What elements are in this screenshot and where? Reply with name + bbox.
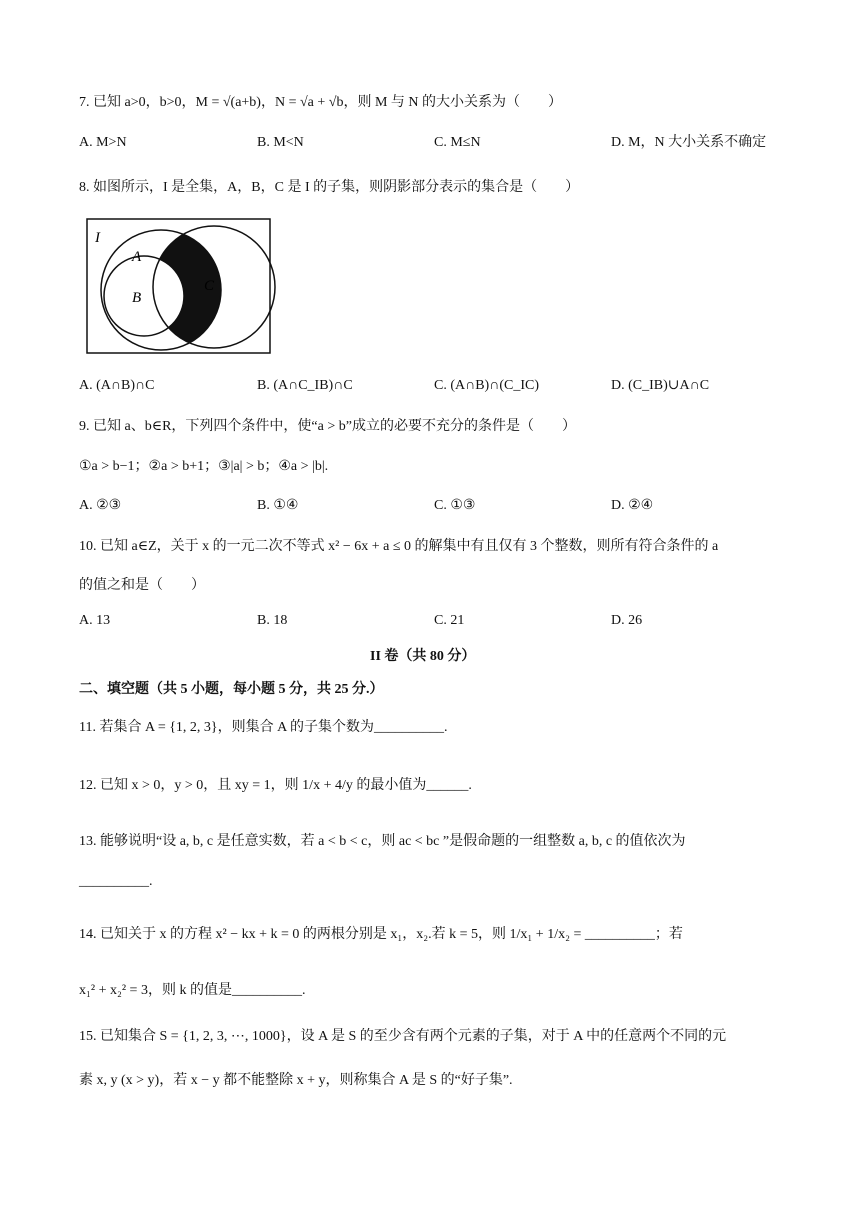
q9-stem: 9. 已知 a、b∈R，下列四个条件中，使“a > b”成立的必要不充分的条件是（ ）	[79, 419, 576, 434]
fill-in-section-title: 二、填空题（共 5 小题，每小题 5 分，共 25 分.）	[79, 682, 384, 697]
q9-option-c: C. ①③	[434, 498, 476, 513]
q10-option-a: A. 13	[79, 613, 111, 628]
set-b-circle	[104, 256, 184, 336]
q8-option-b: B. (A∩C_IB)∩C	[257, 378, 353, 393]
label-c: C	[204, 278, 215, 294]
q10-option-b: B. 18	[257, 613, 288, 628]
q14-line2: x₁² + x₂² = 3，则 k 的值是__________.	[79, 983, 306, 998]
section-ii-title: II 卷（共 80 分）	[370, 649, 476, 664]
label-b: B	[132, 290, 142, 306]
q12: 12. 已知 x > 0，y > 0，且 xy = 1，则 1/x + 4/y 的最小值为______.	[79, 778, 472, 793]
q13-line1: 13. 能够说明“设 a, b, c 是任意实数，若 a < b < c，则 ac < bc ”是假命题的一组整数 a, b, c 的值依次为	[79, 834, 686, 849]
q9-option-b: B. ①④	[257, 498, 299, 513]
q10-stem-line2: 的值之和是（ ）	[79, 578, 205, 593]
q9-conditions: ①a > b−1；②a > b+1；③|a| > b；④a > |b|.	[79, 459, 329, 474]
q9-option-d: D. ②④	[611, 498, 654, 513]
q10-stem-line1: 10. 已知 a∈Z，关于 x 的一元二次不等式 x² − 6x + a ≤ 0 的解集中有且仅有 3 个整数，则所有符合条件的 a	[79, 539, 719, 554]
q7-option-d: D. M，N 大小关系不确定	[611, 135, 767, 150]
q14-line1: 14. 已知关于 x 的方程 x² − kx + k = 0 的两根分别是 x₁，x₂.若 k = 5，则 1/x₁ + 1/x₂ = __________；若	[79, 927, 683, 942]
venn-diagram	[86, 218, 276, 356]
q7-stem: 7. 已知 a>0，b>0，M = √(a+b)，N = √a + √b，则 M 与 N 的大小关系为（ ）	[79, 95, 563, 110]
q8-option-c: C. (A∩B)∩(C_IC)	[434, 378, 539, 393]
q7-option-c: C. M≤N	[434, 135, 481, 150]
label-i: I	[95, 230, 100, 246]
q13-line2: __________.	[79, 874, 153, 889]
q7-option-a: A. M>N	[79, 135, 127, 150]
q15-line1: 15. 已知集合 S = {1, 2, 3, ⋯, 1000}，设 A 是 S 的至少含有两个元素的子集，对于 A 中的任意两个不同的元	[79, 1029, 727, 1044]
q8-option-a: A. (A∩B)∩C	[79, 378, 155, 393]
label-a: A	[132, 249, 142, 265]
q8-stem: 8. 如图所示，I 是全集，A，B，C 是 I 的子集，则阴影部分表示的集合是（ ）	[79, 180, 580, 195]
q15-line2: 素 x, y (x > y)，若 x − y 都不能整除 x + y，则称集合 A 是 S 的“好子集”.	[79, 1073, 513, 1088]
q8-option-d: D. (C_IB)∪A∩C	[611, 378, 710, 393]
q11: 11. 若集合 A = {1, 2, 3}，则集合 A 的子集个数为__________.	[79, 720, 448, 735]
q10-option-c: C. 21	[434, 613, 465, 628]
q10-option-d: D. 26	[611, 613, 643, 628]
q7-option-b: B. M<N	[257, 135, 304, 150]
q9-option-a: A. ②③	[79, 498, 122, 513]
